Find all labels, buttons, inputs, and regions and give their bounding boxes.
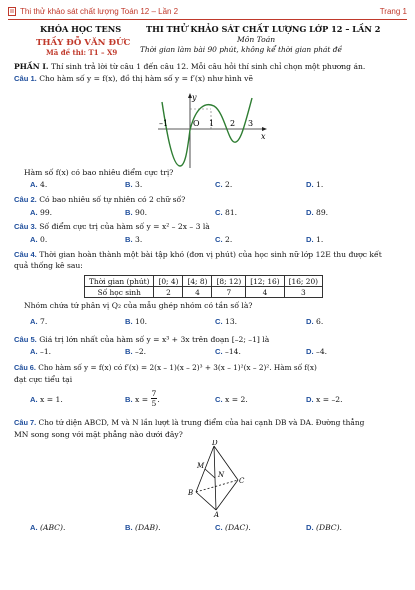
vertex-label: M xyxy=(197,462,205,470)
table-cell: [0; 4) xyxy=(154,276,183,287)
table-cell: [12; 16) xyxy=(246,276,284,287)
option-b[interactable]: B. 10. xyxy=(125,317,148,326)
option-b[interactable]: B. 3. xyxy=(125,235,143,244)
edge-bc xyxy=(196,480,238,492)
derivative-curve xyxy=(162,98,252,166)
option-d[interactable]: D. 89. xyxy=(306,208,329,217)
option-c[interactable]: C. 13. xyxy=(215,317,238,326)
option-b[interactable]: B. 3. xyxy=(125,180,143,189)
vertex-label: N xyxy=(218,471,225,479)
q5-stem: Câu 5. Giá trị lớn nhất của hàm số y = x³ + 3x trên đoạn [–2; –1] là xyxy=(14,335,270,344)
part-instruction: PHẦN I. Thí sinh trả lời từ câu 1 đến câu 12. Mỗi câu hỏi thí sinh chỉ chọn một phương án. xyxy=(14,62,366,71)
option-b[interactable]: B. –2. xyxy=(125,347,147,356)
q3-stem: Câu 3. Số điểm cực trị của hàm số y = x² – 2x – 3 là xyxy=(14,222,210,231)
table-cell: [16; 20) xyxy=(284,276,322,287)
vertex-label: D xyxy=(212,440,218,447)
tick-label: 2 xyxy=(230,119,236,128)
option-a[interactable]: A. x = 1. xyxy=(30,395,63,404)
option-c[interactable]: C. 2. xyxy=(215,180,233,189)
tick-label: 3 xyxy=(248,119,254,128)
option-d[interactable]: D. 1. xyxy=(306,235,324,244)
option-b[interactable]: B. (DAB). xyxy=(125,523,161,532)
tick-label: –1 xyxy=(159,119,169,128)
table-cell: 3 xyxy=(284,287,322,298)
table-header: Số học sinh xyxy=(85,287,154,298)
q6-stem-cont: đạt cực tiểu tại xyxy=(14,375,73,384)
option-a[interactable]: A. –1. xyxy=(30,347,52,356)
option-c[interactable]: C. x = 2. xyxy=(215,395,248,404)
fraction: $\frac{7}{5}$ xyxy=(151,389,157,408)
option-a[interactable]: A. 0. xyxy=(30,235,48,244)
option-d[interactable]: D. 1. xyxy=(306,180,324,189)
q7-stem-cont: MN song song với mặt phẳng nào dưới đây? xyxy=(14,430,183,439)
page-number: Trang 1 xyxy=(379,7,407,16)
q1-derivative-graph xyxy=(152,88,268,170)
q2-stem: Câu 2. Có bao nhiêu số tự nhiên có 2 chữ số? xyxy=(14,195,186,204)
option-a[interactable]: A. (ABC). xyxy=(30,523,66,532)
header-divider xyxy=(8,19,407,20)
edge-ba xyxy=(196,492,216,510)
option-b[interactable]: B. 90. xyxy=(125,208,148,217)
option-b[interactable]: B. x = $\frac{7}{5}$ . xyxy=(125,389,160,408)
option-c[interactable]: C. (DAC). xyxy=(215,523,251,532)
origin-label: O xyxy=(193,119,200,128)
y-axis-label: y xyxy=(192,93,197,102)
teacher-name: THẦY ĐỖ VĂN ĐỨC xyxy=(36,38,131,48)
q1-ask: Hàm số f(x) có bao nhiêu điểm cực trị? xyxy=(24,168,174,177)
q4-stem: Câu 4. Thời gian hoàn thành một bài tập khó (đơn vị phút) của học sinh nữ lớp 12E thu được kết xyxy=(14,250,382,259)
option-c[interactable]: C. 2. xyxy=(215,235,233,244)
table-cell: [8; 12) xyxy=(212,276,246,287)
table-cell: 4 xyxy=(246,287,284,298)
table-cell: 4 xyxy=(183,287,212,298)
tick-label: 1 xyxy=(209,119,215,128)
edge-ac xyxy=(216,480,238,510)
exam-code: Mã đề thi: T1 – X9 xyxy=(46,48,118,57)
option-d[interactable]: D. x = –2. xyxy=(306,395,343,404)
table-cell: 7 xyxy=(212,287,246,298)
q4-stem-cont: quả thống kê sau: xyxy=(14,261,83,270)
q1-stem: Câu 1. Cho hàm số y = f(x), đồ thị hàm số y = f′(x) như hình vẽ xyxy=(14,74,253,83)
option-a[interactable]: A. 7. xyxy=(30,317,48,326)
segment-mn xyxy=(205,469,215,478)
q6-stem: Câu 6. Cho hàm số y = f(x) có f′(x) = 2(x – 1)(x – 2)³ + 3(x – 1)²(x – 2)². Hàm số f(x) xyxy=(14,363,317,372)
vertex-label: B xyxy=(188,489,194,497)
option-c[interactable]: C. 81. xyxy=(215,208,238,217)
option-d[interactable]: D. (DBC). xyxy=(306,523,342,532)
table-cell: 2 xyxy=(154,287,183,298)
option-d[interactable]: D. –4. xyxy=(306,347,328,356)
course-name: KHÓA HỌC TENS xyxy=(40,24,122,34)
exam-title: THI THỬ KHẢO SÁT CHẤT LƯỢNG LỚP 12 – LẦN 2 xyxy=(146,24,381,34)
option-c[interactable]: C. –14. xyxy=(215,347,241,356)
page-header xyxy=(8,6,407,20)
table-header: Thời gian (phút) xyxy=(85,276,154,287)
vertex-label: C xyxy=(239,477,245,485)
q4-ask: Nhóm chứa tứ phân vị Q₂ của mẫu ghép nhóm có tần số là? xyxy=(24,301,253,310)
header-title: Thi thử khảo sát chất lượng Toán 12 – Lần 2 xyxy=(20,7,179,16)
option-a[interactable]: A. 99. xyxy=(30,208,53,217)
option-d[interactable]: D. 6. xyxy=(306,317,324,326)
frequency-table xyxy=(84,275,323,298)
book-icon xyxy=(8,7,16,16)
exam-time: Thời gian làm bài 90 phút, không kể thời gian phát đề xyxy=(140,45,343,54)
table-row xyxy=(85,287,323,298)
vertex-label: A xyxy=(214,511,220,518)
exam-subject: Môn Toán xyxy=(237,35,276,44)
option-a[interactable]: A. 4. xyxy=(30,180,48,189)
table-row xyxy=(85,276,323,287)
table-cell: [4; 8) xyxy=(183,276,212,287)
x-axis-label: x xyxy=(261,132,266,141)
q7-stem: Câu 7. Cho tứ diện ABCD, M và N lần lượt là trung điểm của hai cạnh DB và DA. Đường thẳng xyxy=(14,418,365,427)
tetrahedron-figure xyxy=(182,440,246,518)
x-axis-arrow xyxy=(262,127,267,131)
